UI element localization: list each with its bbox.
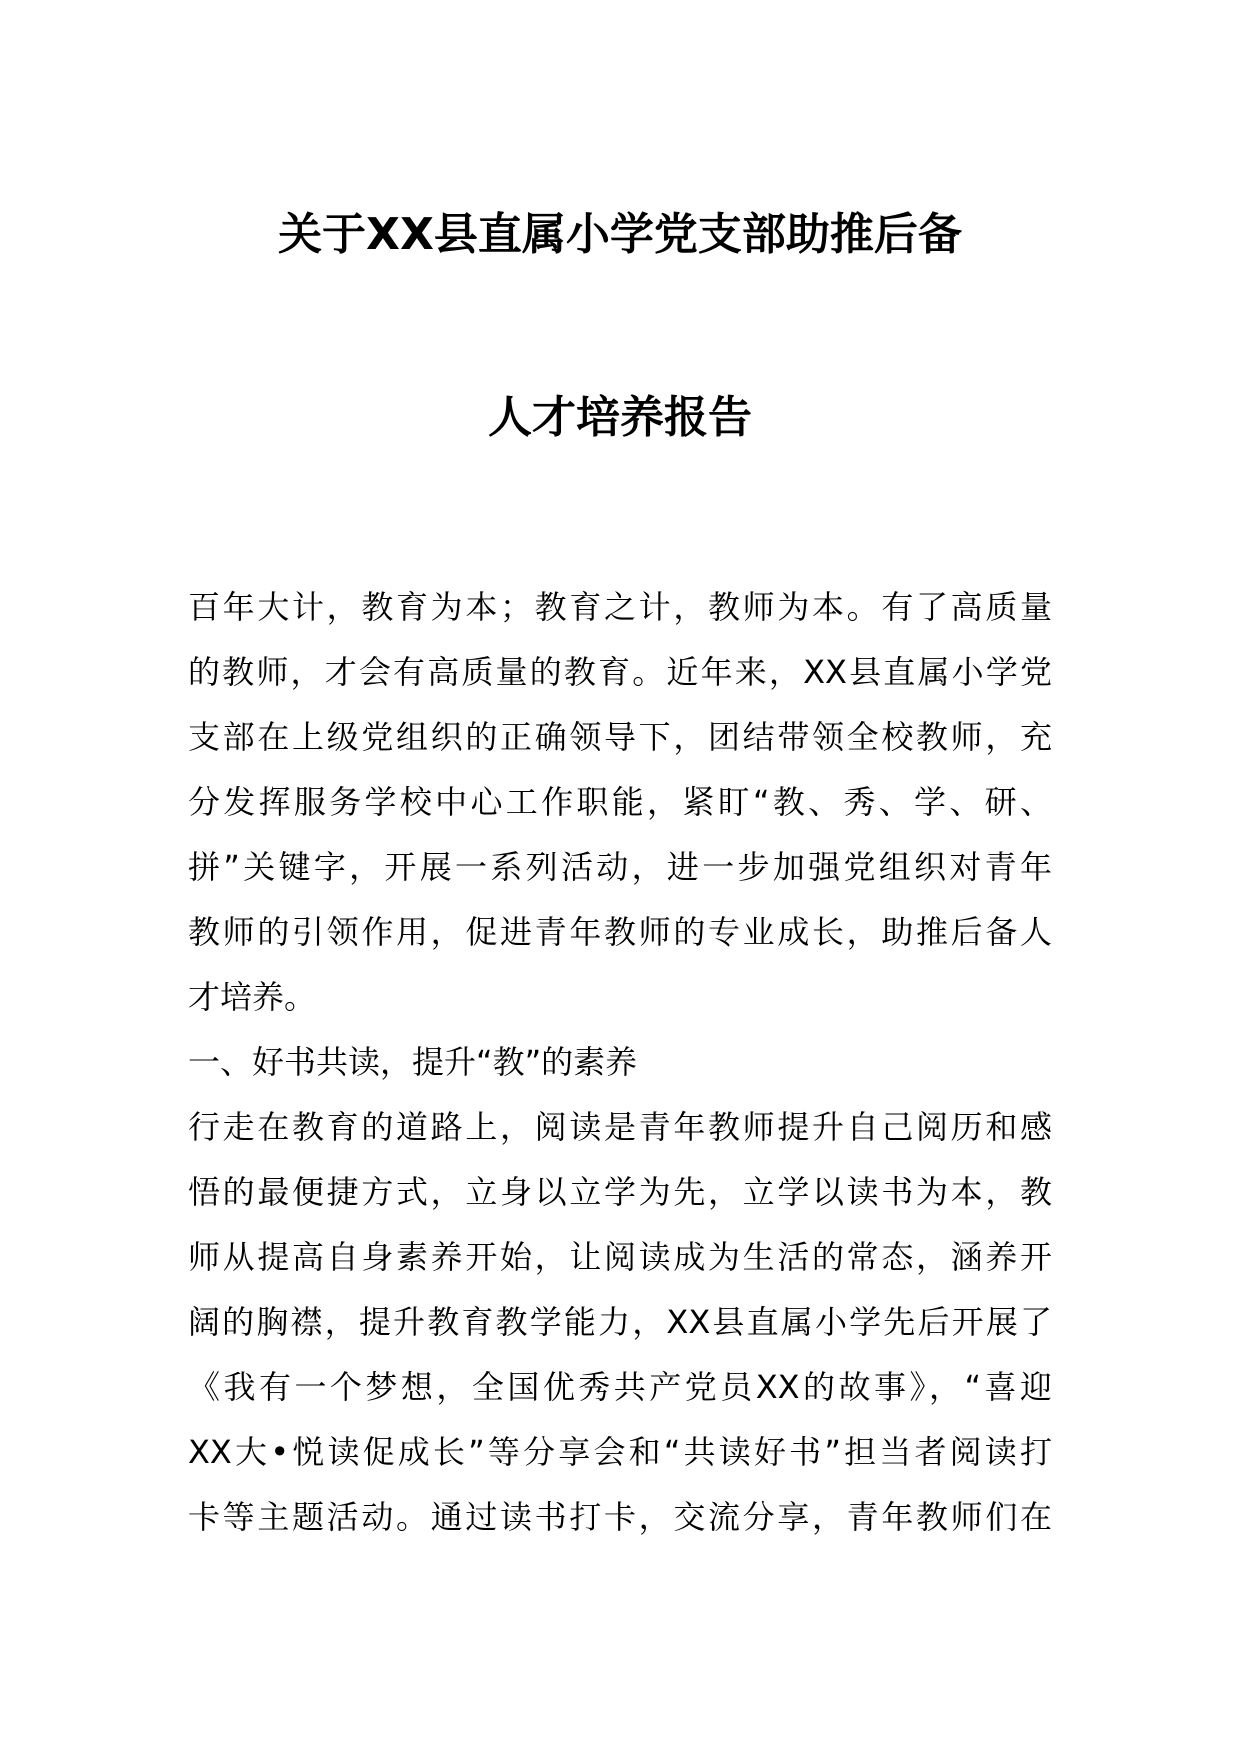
body-line: 师从提高自身素养开始，让阅读成为生活的常态，涵养开 <box>188 1238 1052 1276</box>
body-line: 分发挥服务学校中心工作职能，紧盯“教、秀、学、研、 <box>188 783 1052 821</box>
section-heading: 一、好书共读，提升“教”的素养 <box>188 1043 638 1081</box>
document-body <box>188 575 1052 1550</box>
body-line: 行走在教育的道路上，阅读是青年教师提升自己阅历和感 <box>188 1108 1052 1146</box>
body-line: 悟的最便捷方式，立身以立学为先，立学以读书为本，教 <box>188 1173 1052 1211</box>
document-title-line-2: 人才培养报告 <box>488 392 752 443</box>
body-line: 的教师，才会有高质量的教育。近年来，XX县直属小学党 <box>188 653 1052 691</box>
body-line: 百年大计，教育为本；教育之计，教师为本。有了高质量 <box>188 588 1052 626</box>
body-line: 《我有一个梦想，全国优秀共产党员XX的故事》，“喜迎 <box>188 1368 1052 1406</box>
document-title-line-1: 关于XX县直属小学党支部助推后备 <box>278 209 962 260</box>
body-line: 阔的胸襟，提升教育教学能力，XX县直属小学先后开展了 <box>188 1303 1052 1341</box>
body-line: 教师的引领作用，促进青年教师的专业成长，助推后备人 <box>188 913 1052 951</box>
body-line: 卡等主题活动。通过读书打卡，交流分享，青年教师们在 <box>188 1498 1052 1536</box>
body-line: 才培养。 <box>188 978 317 1016</box>
body-line: 支部在上级党组织的正确领导下，团结带领全校教师，充 <box>188 718 1052 756</box>
body-line: 拼”关键字，开展一系列活动，进一步加强党组织对青年 <box>188 848 1052 886</box>
body-line: XX大•悦读促成长”等分享会和“共读好书”担当者阅读打 <box>188 1433 1052 1471</box>
